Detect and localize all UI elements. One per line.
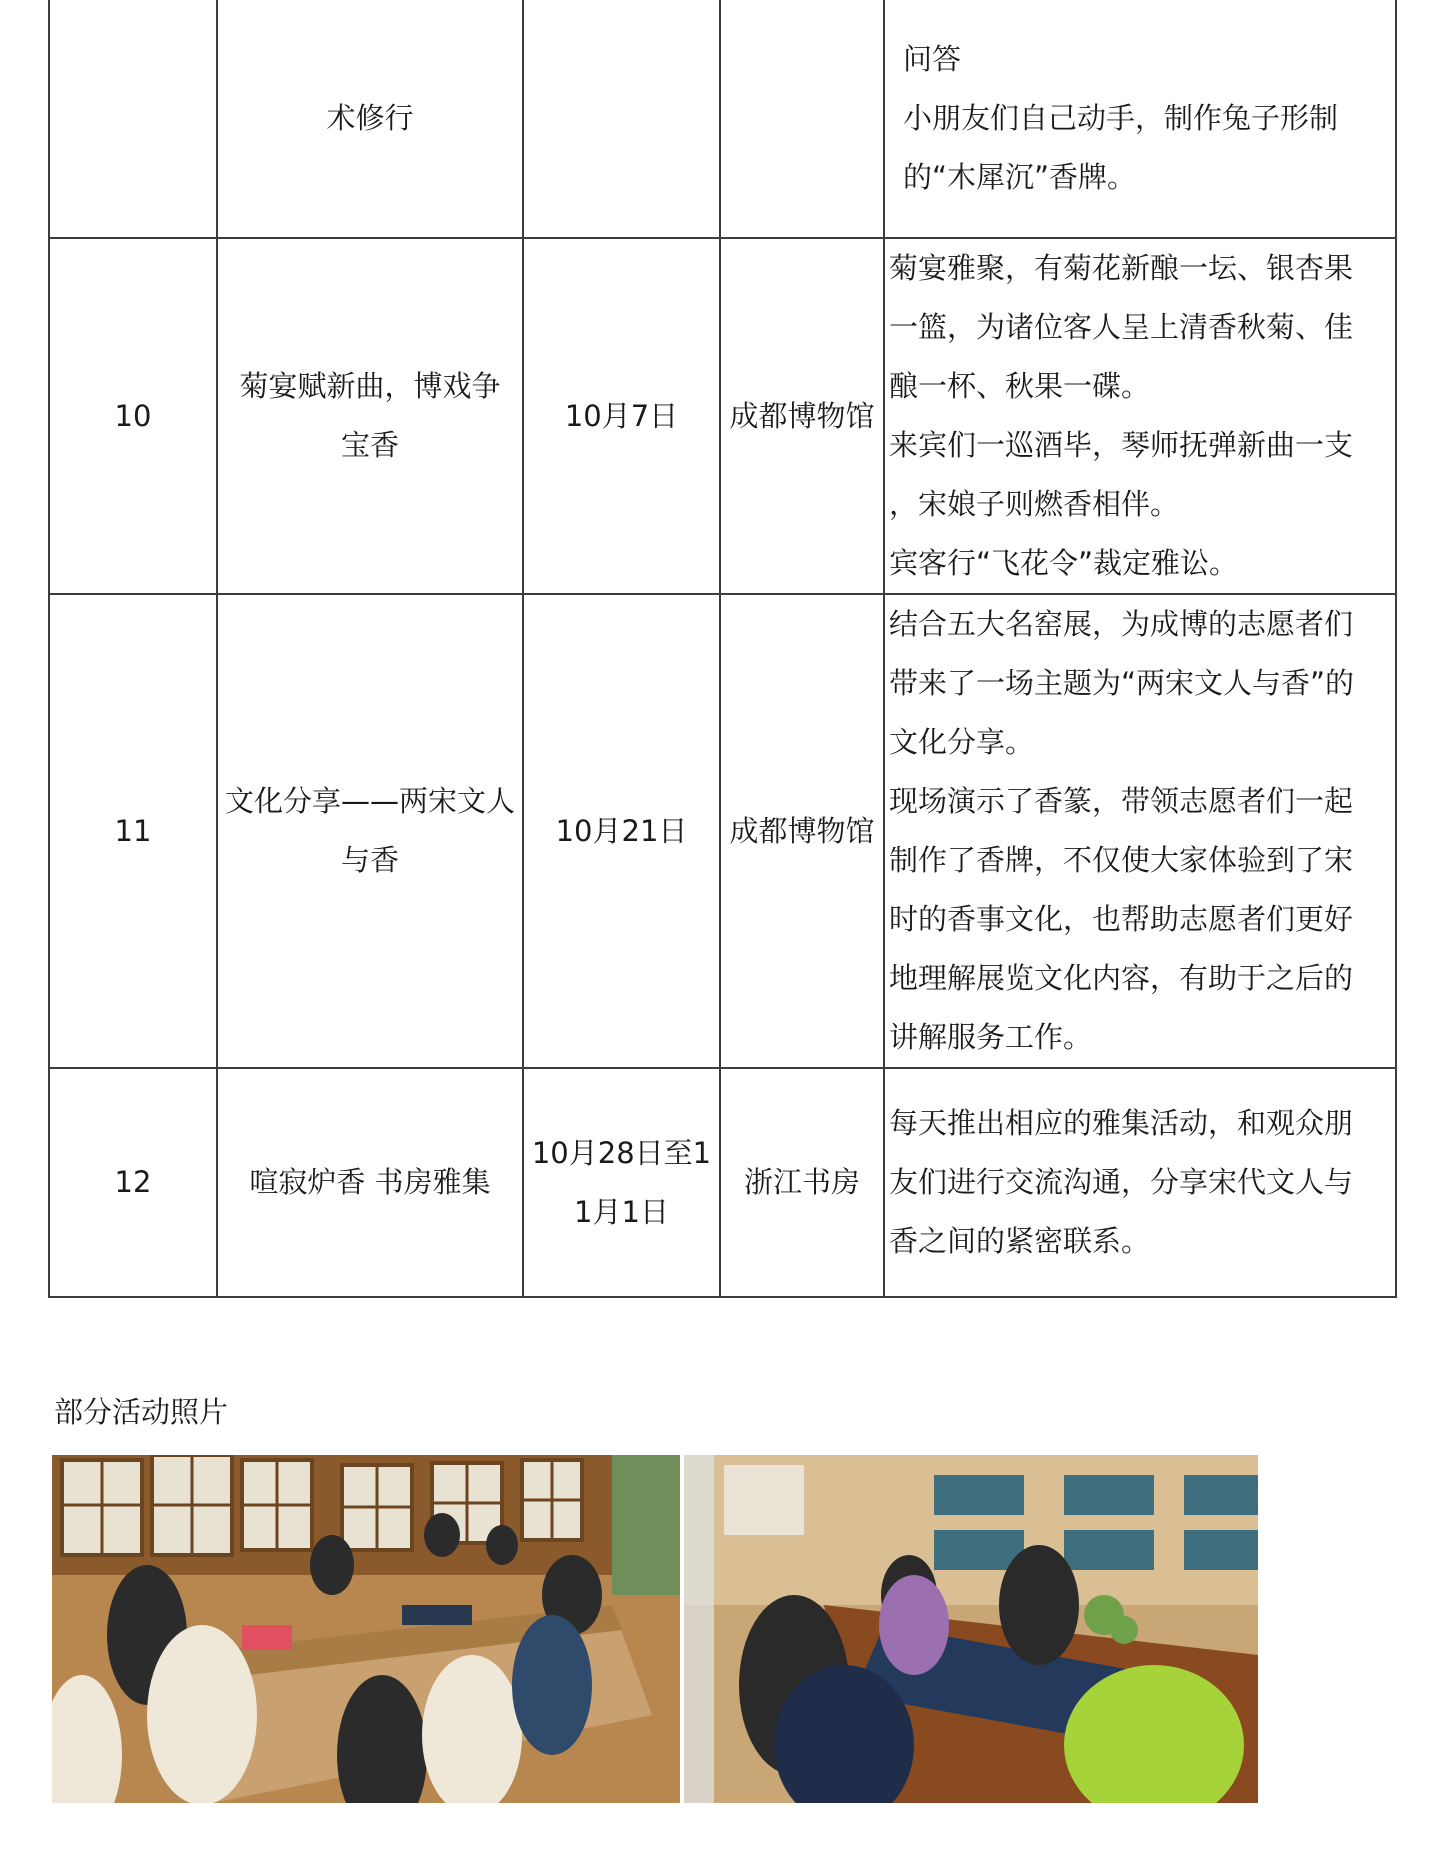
- activity-photo-2: [684, 1455, 1258, 1803]
- activity-description-line: 讲解服务工作。: [889, 1020, 1093, 1054]
- activity-description-cell: [884, 594, 1396, 1068]
- activity-table-body: [49, 0, 1396, 1297]
- activity-description-line: 小朋友们自己动手，制作兔子形制: [903, 101, 1339, 135]
- activity-description-line: 文化分享。: [889, 725, 1035, 759]
- activity-description-line: 时的香事文化，也帮助志愿者们更好: [889, 902, 1354, 936]
- row-number: 11: [114, 813, 152, 848]
- table-row: [49, 594, 1396, 1068]
- activity-date-cell: [523, 594, 720, 1068]
- activity-description-cell: [884, 238, 1396, 594]
- activity-description-line: 现场演示了香篆，带领志愿者们一起: [889, 784, 1354, 818]
- activity-title-line: 喧寂炉香 书房雅集: [249, 1165, 491, 1199]
- activity-description-cell: [884, 0, 1396, 238]
- activity-description-line: 香之间的紧密联系。: [889, 1224, 1151, 1258]
- table-row: [49, 1068, 1396, 1297]
- activity-photo-1-image: [52, 1455, 680, 1803]
- activity-title-cell: [217, 594, 523, 1068]
- activity-title-line: 文化分享——两宋文人: [224, 784, 515, 818]
- activity-description-line: 结合五大名窑展，为成博的志愿者们: [889, 607, 1354, 641]
- activity-venue-cell: [720, 0, 884, 238]
- activity-description-line: 酿一杯、秋果一碟。: [889, 369, 1151, 403]
- activity-venue-line: 浙江书房: [743, 1165, 860, 1199]
- photos-section-label: 部分活动照片: [54, 1395, 229, 1429]
- activity-venue-line: 成都博物馆: [729, 398, 875, 433]
- activity-date-line: 10月7日: [564, 398, 679, 433]
- activity-date-line: 10月21日: [555, 813, 688, 848]
- row-number: 12: [114, 1165, 152, 1199]
- activity-table: [48, 0, 1397, 1298]
- activity-venue-cell: [720, 238, 884, 594]
- row-number-cell: [49, 0, 217, 238]
- activity-venue-cell: [720, 1068, 884, 1297]
- activity-title-cell: [217, 0, 523, 238]
- activity-title-line: 与香: [340, 843, 399, 877]
- row-number-cell: [49, 238, 217, 594]
- activity-description-line: 问答: [903, 42, 962, 76]
- activity-date-line: 1月1日: [574, 1194, 669, 1229]
- activity-photo-2-image: [684, 1455, 1258, 1803]
- activity-title-line: 宝香: [340, 428, 399, 462]
- activity-description-line: 来宾们一巡酒毕，琴师抚弹新曲一支: [889, 428, 1354, 462]
- activity-description-line: 友们进行交流沟通，分享宋代文人与: [889, 1165, 1354, 1199]
- activity-description-line: 的“木犀沉”香牌。: [903, 160, 1137, 194]
- row-number: 10: [114, 398, 152, 433]
- activity-venue-line: 成都博物馆: [729, 813, 875, 848]
- activity-description-line: 地理解展览文化内容，有助于之后的: [889, 961, 1354, 995]
- row-number-cell: [49, 1068, 217, 1297]
- activity-title-line: 菊宴赋新曲，博戏争: [239, 369, 501, 403]
- activity-title-cell: [217, 238, 523, 594]
- activity-description-line: ，宋娘子则燃香相伴。: [889, 487, 1180, 521]
- activity-description-line: 带来了一场主题为“两宋文人与香”的: [889, 666, 1355, 700]
- activity-date-cell: [523, 1068, 720, 1297]
- activity-description-line: 菊宴雅聚，有菊花新酿一坛、银杏果: [889, 251, 1354, 285]
- activity-title-cell: [217, 1068, 523, 1297]
- activity-date-line: 10月28日至1: [531, 1135, 712, 1170]
- table-row: [49, 0, 1396, 238]
- activity-description-line: 宾客行“飞花令”裁定雅讼。: [889, 546, 1239, 580]
- activity-photo-1: [52, 1455, 680, 1803]
- table-row: [49, 238, 1396, 594]
- activity-date-cell: [523, 238, 720, 594]
- activity-title-line: 术修行: [326, 101, 414, 135]
- activity-description-cell: [884, 1068, 1396, 1297]
- activity-venue-cell: [720, 594, 884, 1068]
- row-number-cell: [49, 594, 217, 1068]
- activity-description-line: 制作了香牌，不仅使大家体验到了宋: [889, 843, 1354, 877]
- activity-description-line: 一篮，为诸位客人呈上清香秋菊、佳: [889, 310, 1354, 344]
- activity-date-cell: [523, 0, 720, 238]
- activity-description-line: 每天推出相应的雅集活动，和观众朋: [889, 1106, 1354, 1140]
